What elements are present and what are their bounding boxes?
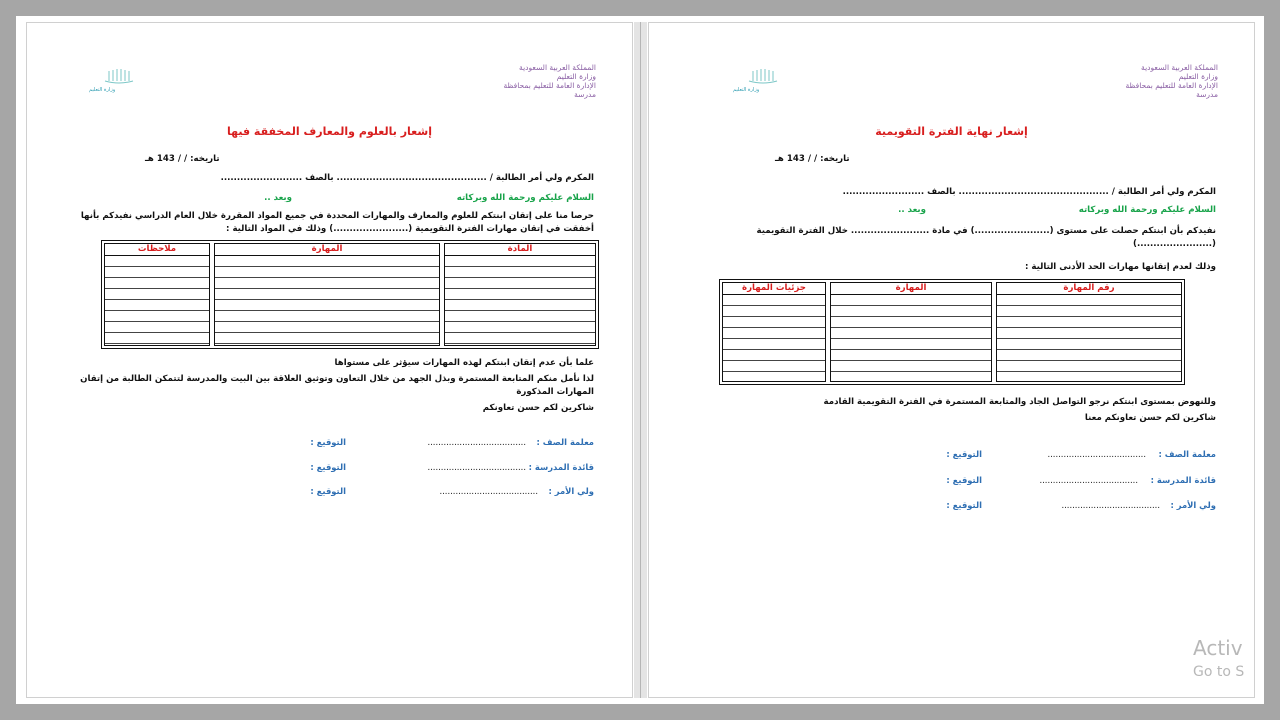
thanks-line: شاكرين لكم حسن تعاونكم [482,403,594,413]
signature-sign: التوقيع : [946,475,982,485]
table-header: ملاحظات [105,244,209,256]
recipient-line: المكرم ولي أمر الطالبة / .............................................. بالصف ......................... [220,173,594,183]
recipient-line: المكرم ولي أمر الطالبة / .............................................. بالصف ......................... [842,187,1216,197]
table-header: رقم المهارة [997,283,1181,295]
right-page [648,22,1255,698]
skills-table [101,240,599,349]
improve-line: وللنهوض بمستوى ابنتكم نرجو التواصل الجاد والمتابعة المستمرة في الفترة التقويمية القادمة [823,397,1216,407]
table-column [104,243,210,346]
table-column [722,282,826,382]
letterhead-line: المملكة العربية السعودية [1141,63,1218,72]
ministry-logo-icon [89,67,149,87]
signature-role: معلمة الصف : [536,437,594,447]
hope-paragraph: لذا نأمل منكم المتابعة المستمرة وبذل الجهد من خلال التعاون وتوثيق العلاقة بين البيت والمدرسة لتتمكن الطالبة من إتقان المهارات المذكورة [80,374,594,397]
salutation-continuation: وبعد .. [264,193,292,203]
letterhead-line: مدرسة [574,90,596,99]
table-header: جزئيات المهارة [723,283,825,295]
signature-dots: ..................................... [1039,475,1138,485]
table-rows [445,256,595,345]
table-column [996,282,1182,382]
logo-text: وزارة التعليم [733,87,760,93]
table-header: المهارة [215,244,439,256]
left-page [26,22,633,698]
table-header: المهارة [831,283,991,295]
signature-dots: ..................................... [1047,449,1146,459]
signature-sign: التوقيع : [310,462,346,472]
signature-dots: ..................................... [427,462,526,472]
signature-sign: التوقيع : [946,500,982,510]
date-line: تاريخه: / / 143 هـ [145,154,220,164]
table-rows [997,295,1181,381]
table-column [214,243,440,346]
signature-role: ولي الأمر : [548,486,594,496]
table-rows [831,295,991,381]
body-paragraph: نفيدكم بأن ابنتكم حصلت على مستوى (.......................) في مادة ........................ خلال الفترة التقويمية (.......................) [756,226,1216,249]
salutation: السلام عليكم ورحمة الله وبركاته [1078,205,1216,215]
letterhead-line: وزارة التعليم [1178,72,1218,81]
salutation-continuation: وبعد .. [898,205,926,215]
letterhead-line: مدرسة [1196,90,1218,99]
signature-dots: ..................................... [427,437,526,447]
table-rows [105,256,209,345]
date-line: تاريخه: / / 143 هـ [775,154,850,164]
thanks-line: شاكرين لكم حسن تعاونكم معنا [1084,413,1216,423]
table-rows [215,256,439,345]
page-title: إشعار نهاية الفترة التقويمية [875,125,1028,138]
table-header: المادة [445,244,595,256]
note-line: علما بأن عدم إتقان ابنتكم لهذه المهارات سيؤثر على مستواها [334,358,594,368]
ministry-logo-icon [733,67,793,87]
signature-sign: التوقيع : [946,449,982,459]
ministry-logo [733,67,793,95]
letterhead-line: الإدارة العامة للتعليم بمحافظة [503,81,596,90]
page-title: إشعار بالعلوم والمعارف المخفقة فيها [227,125,432,138]
letterhead [504,63,597,99]
letterhead-line: الإدارة العامة للتعليم بمحافظة [1125,81,1218,90]
ministry-logo [89,67,149,95]
table-column [444,243,596,346]
activation-watermark-line2: Go to S [1193,664,1245,680]
signature-dots: ..................................... [439,486,538,496]
signature-role: قائدة المدرسة : [528,462,594,472]
signature-sign: التوقيع : [310,486,346,496]
letterhead-line: المملكة العربية السعودية [519,63,596,72]
page-divider [640,22,641,698]
signature-dots: ..................................... [1061,500,1160,510]
skills-table [719,279,1185,385]
salutation: السلام عليكم ورحمة الله وبركاته [456,193,594,203]
table-column [830,282,992,382]
table-rows [723,295,825,381]
skills-intro: وذلك لعدم إتقانها مهارات الحد الأدنى التالية : [1024,262,1216,272]
body-paragraph: حرصا منا على إتقان ابنتكم للعلوم والمعارف والمهارات المحددة في جميع المواد المقررة خلال العام الدراسي نفيدكم بأنها أخفقت في إتقان مهارات الفترة التقويمية (.......................) وذلك في المواد التالية : [80,211,594,234]
letterhead-line: وزارة التعليم [556,72,596,81]
signature-role: ولي الأمر : [1170,500,1216,510]
signature-role: معلمة الصف : [1158,449,1216,459]
letterhead [1126,63,1219,99]
logo-text: وزارة التعليم [89,87,116,93]
activation-watermark-line1: Activ [1193,636,1243,660]
signature-role: قائدة المدرسة : [1150,475,1216,485]
signature-sign: التوقيع : [310,437,346,447]
